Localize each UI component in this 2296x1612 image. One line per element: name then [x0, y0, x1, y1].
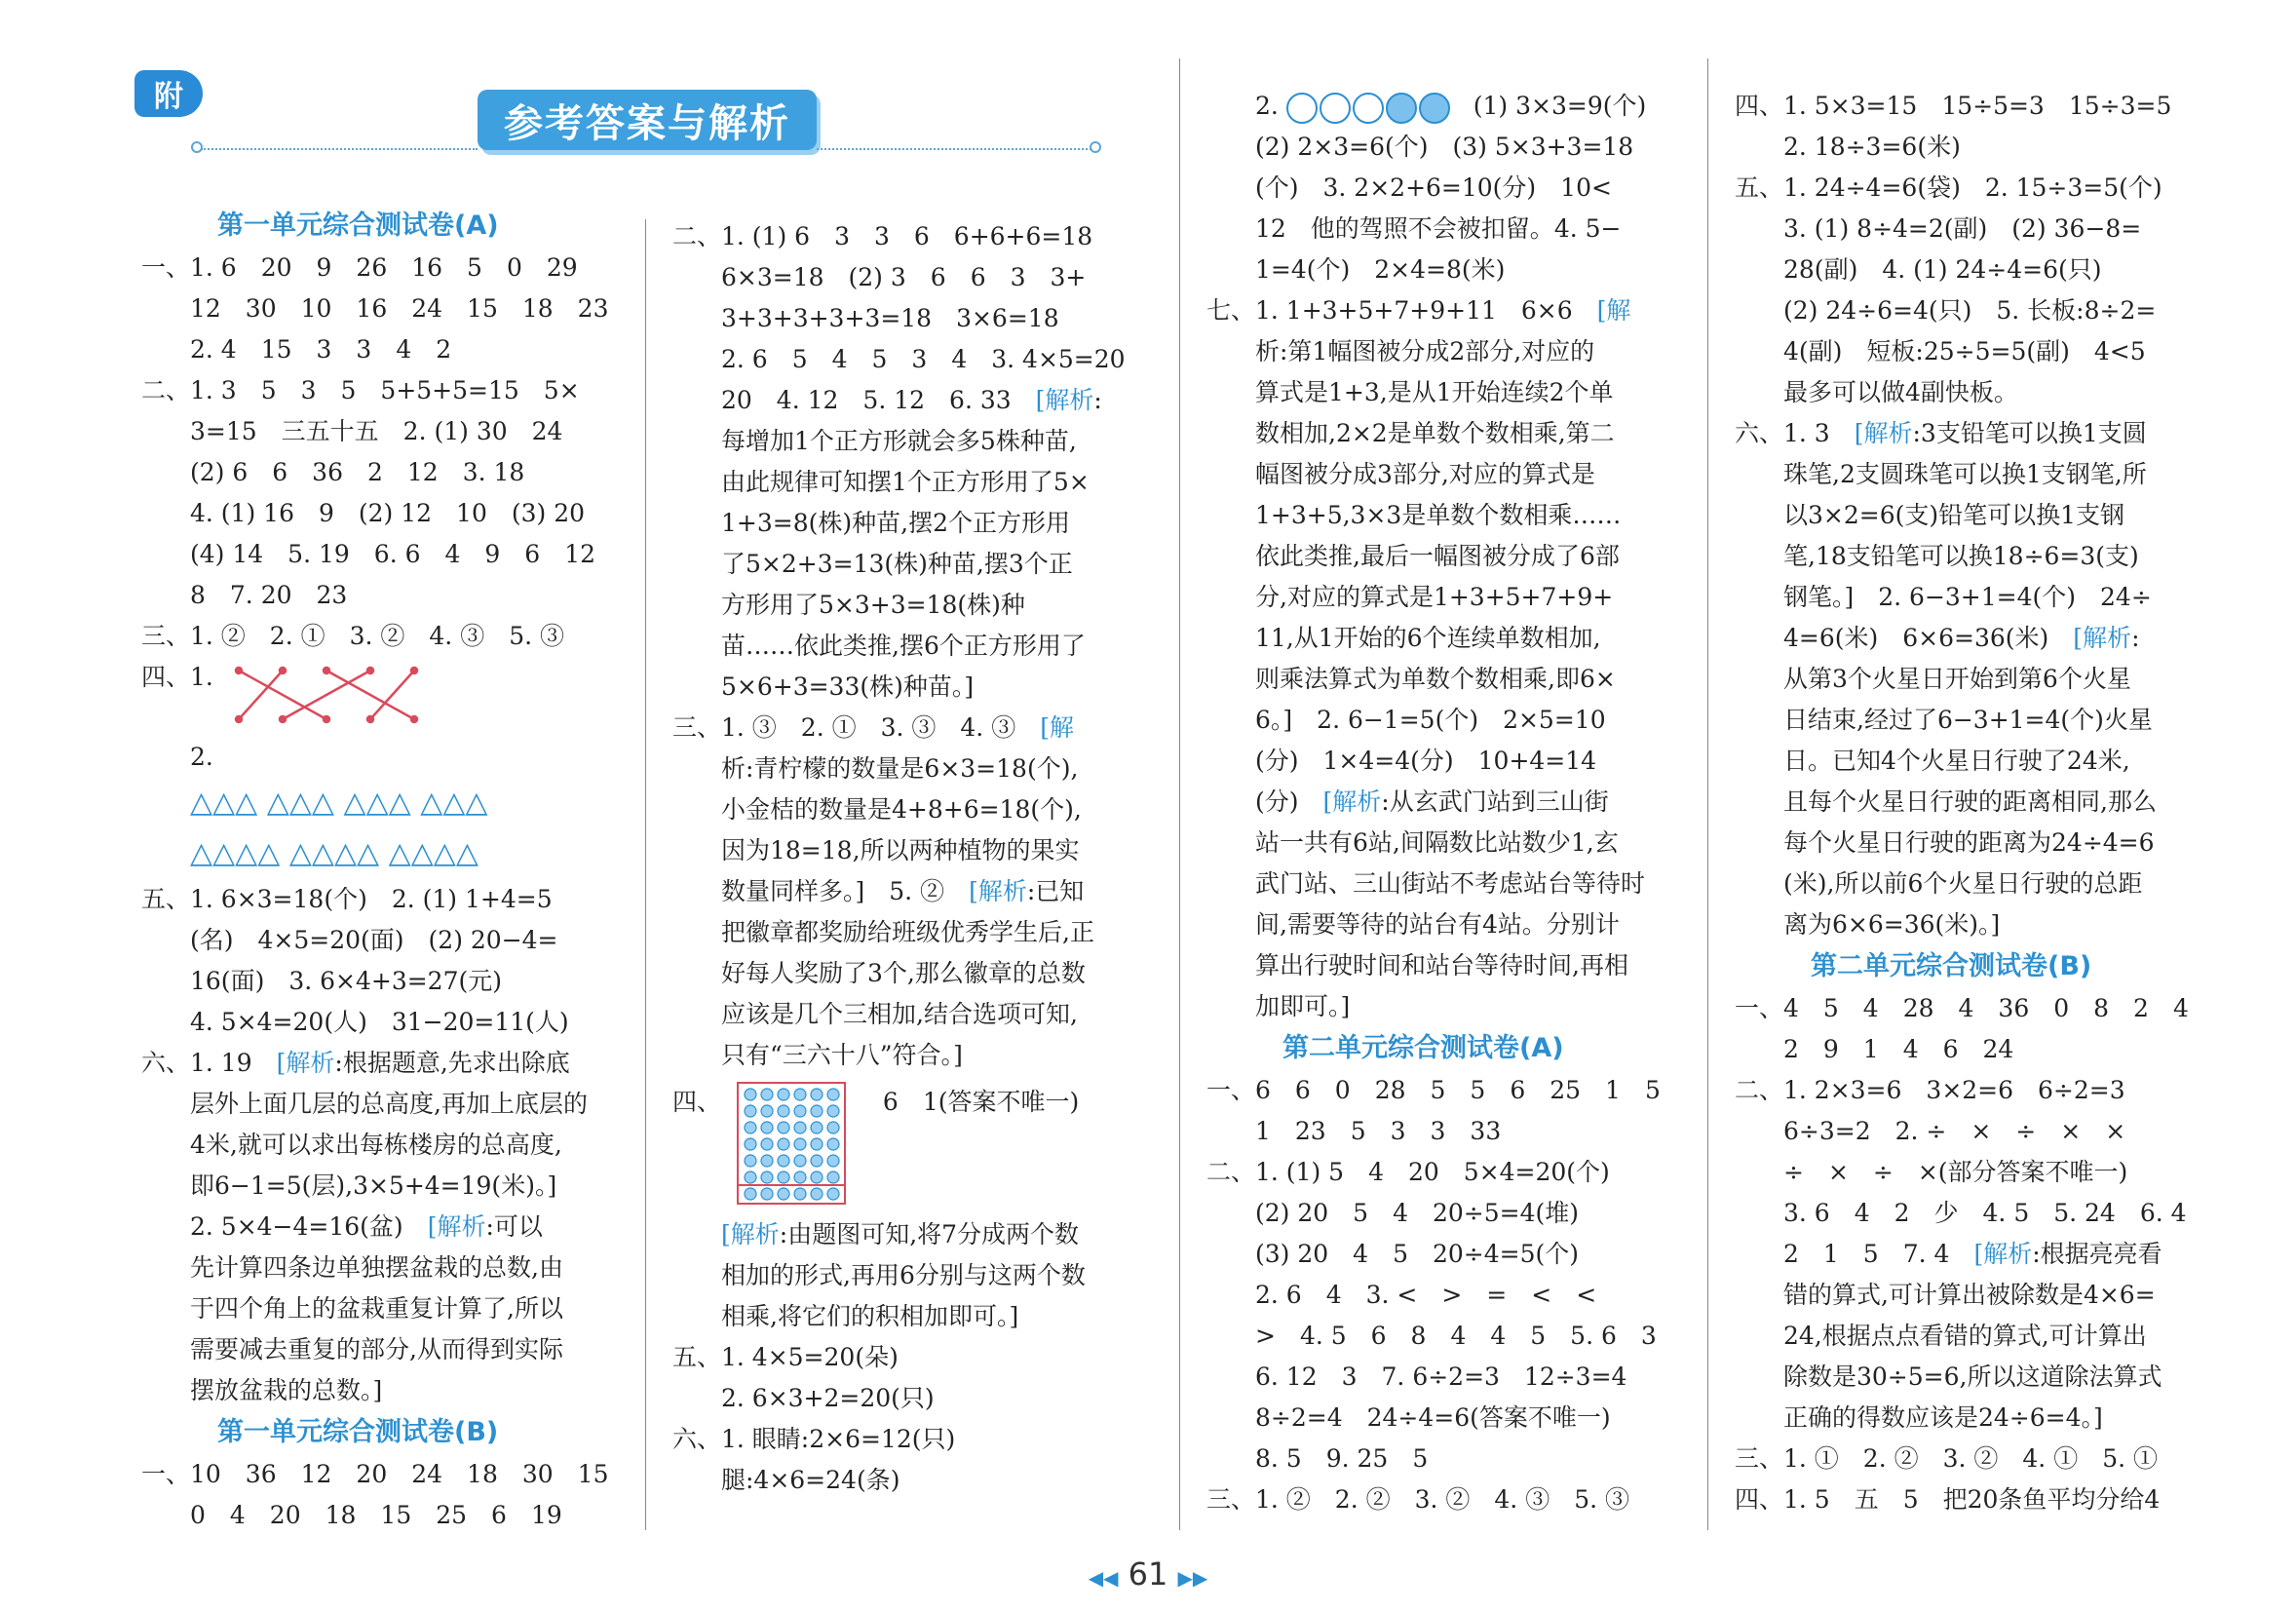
answer-line: 2. 6 4 3. < > = < < [1206, 1281, 1597, 1309]
section-title-unit2-a: 第二单元综合测试卷(A) [1282, 1033, 1564, 1063]
answer-line: 一、1. 6 20 9 26 16 5 0 29 [141, 253, 578, 282]
prev-arrows-icon: ◀◀ [1088, 1566, 1119, 1590]
title-line-right [817, 148, 1091, 150]
answer-line: 6. 12 3 7. 6÷2=3 12÷3=4 [1206, 1363, 1627, 1391]
answer-line: 日结束,经过了6−3+1=4(个)火星 [1735, 706, 2153, 734]
answer-line: 加即可。] [1206, 992, 1351, 1020]
answer-line: 二、1. (1) 6 3 3 6 6+6+6=18 [672, 222, 1093, 250]
answer-line: 错的算式,可计算出被除数是4×6= [1735, 1281, 2156, 1309]
answer-line: 2. 5×4−4=16(盆) [解析:可以 [141, 1212, 543, 1241]
smiley-icon [1286, 93, 1318, 124]
smiley-filled-icon [1386, 93, 1417, 124]
answer-line: 需要减去重复的部分,从而得到实际 [141, 1335, 563, 1363]
answer-line: 算式是1+3,是从1开始连续2个单 [1206, 378, 1614, 406]
answer-line: 武门站、三山街站不考虑站台等待时 [1206, 869, 1646, 898]
section-title-unit2-b: 第二单元综合测试卷(B) [1811, 951, 2092, 981]
answer-text: (1) 3×3=9(个) [1473, 92, 1647, 120]
answer-line: 5×6+3=33(株)种苗。] [672, 672, 975, 701]
section-title-unit1-b: 第一单元综合测试卷(B) [217, 1417, 499, 1447]
answer-line: 四、1. [141, 663, 213, 691]
answer-line: 先计算四条边单独摆盆栽的总数,由 [141, 1253, 563, 1282]
triangle-row-2: △△△△ △△△△ △△△△ [190, 836, 478, 870]
page-number: 61 [1128, 1555, 1168, 1593]
answer-line: (2) 24÷6=4(只) 5. 长板:8÷2= [1735, 296, 2157, 325]
page-footer [0, 1555, 2296, 1593]
answer-line: 1+3+5,3×3是单数个数相乘…… [1206, 501, 1622, 529]
answer-line: 算出行驶时间和站台等待时间,再相 [1206, 951, 1628, 979]
answer-line: 间,需要等待的站台有4站。分别计 [1206, 910, 1620, 939]
answer-line: 从第3个火星日开始到第6个火星 [1735, 665, 2131, 693]
answer-line: 正确的得数应该是24÷6=4。] [1735, 1403, 2103, 1432]
answer-line: 则乘法算式为单数个数相乘,即6× [1206, 665, 1616, 693]
answer-line: 相加的形式,再用6分别与这两个数 [672, 1261, 1086, 1289]
answer-line: 日。已知4个火星日行驶了24米, [1735, 747, 2130, 775]
answer-line: 2. 6 5 4 5 3 4 3. 4×5=20 [672, 345, 1126, 373]
answer-line: 三、1. ② 2. ① 3. ② 4. ③ 5. ③ [141, 622, 564, 650]
answer-line: 钢笔。] 2. 6−3+1=4(个) 24÷ [1735, 583, 2152, 611]
answer-line: 8. 5 9. 25 5 [1206, 1444, 1429, 1473]
answer-line: 分,对应的算式是1+3+5+7+9+ [1206, 583, 1614, 611]
triangle-row-1: △△△ △△△ △△△ △△△ [190, 786, 488, 820]
answer-line: 4(副) 短板:25÷5=5(副) 4<5 [1735, 337, 2146, 365]
answer-line: 四、1. 5 五 5 把20条鱼平均分给4 [1735, 1485, 2161, 1514]
answer-line: 了5×2+3=13(株)种苗,摆3个正 [672, 550, 1073, 578]
answer-line: [解析:由题图可知,将7分成两个数 [721, 1220, 1080, 1248]
column-1 [141, 205, 629, 1536]
answer-line: 且每个火星日行驶的距离相同,那么 [1735, 787, 2157, 816]
answer-line: 11,从1开始的6个连续单数相加, [1206, 624, 1601, 652]
next-arrows-icon: ▶▶ [1177, 1566, 1208, 1590]
answer-line: 由此规律可知摆1个正方形用了5× [672, 468, 1090, 496]
col1-lines-2 [141, 879, 629, 1411]
answer-line: (分) [解析:从玄武门站到三山街 [1206, 787, 1609, 816]
answer-line: 2. [141, 743, 213, 771]
smiley-filled-icon [1419, 93, 1450, 124]
answer-line: 28(副) 4. (1) 24÷4=6(只) [1735, 255, 2102, 284]
answer-line: 三、1. ① 2. ② 3. ② 4. ① 5. ① [1735, 1444, 2158, 1473]
answer-line [1206, 86, 1694, 127]
answer-line: 只有“三六十八”符合。] [672, 1041, 963, 1069]
answer-line: 层外上面几层的总高度,再加上底层的 [141, 1090, 588, 1118]
smiley-icon [1353, 93, 1384, 124]
answer-line: 6×3=18 (2) 3 6 6 3 3+ [672, 263, 1087, 291]
answer-line: 1 23 5 3 3 33 [1206, 1117, 1502, 1145]
answer-line: 笔,18支铅笔可以换18÷6=3(支) [1735, 542, 2139, 570]
answer-line: 幅图被分成3部分,对应的算式是 [1206, 460, 1595, 488]
answer-line: 腿:4×6=24(条) [672, 1466, 900, 1494]
column-divider-1 [645, 219, 646, 1530]
answer-line: 0 4 20 18 15 25 6 19 [141, 1501, 562, 1529]
answer-text: 6 1(答案不唯一) [882, 1088, 1080, 1116]
answer-line: 3. (1) 8÷4=2(副) (2) 36−8= [1735, 214, 2142, 243]
answer-line: (名) 4×5=20(面) (2) 20−4= [141, 926, 558, 954]
answer-line: 苗……依此类推,摆6个正方形用了 [672, 632, 1086, 660]
appendix-tag: 附 [134, 70, 203, 117]
page-title: 参考答案与解析 [478, 90, 817, 150]
dot-grid-figure [737, 1082, 846, 1205]
column-4 [1735, 86, 2222, 1520]
answer-line: 24,根据点点看错的算式,可计算出 [1735, 1322, 2147, 1350]
section-title-unit1-a: 第一单元综合测试卷(A) [217, 211, 499, 241]
answer-line: 4米,就可以求出每栋楼房的总高度, [141, 1131, 562, 1159]
answer-line: 2. 6×3+2=20(只) [672, 1384, 935, 1412]
col3-lines-a [1206, 127, 1694, 290]
answer-line: 8÷2=4 24÷4=6(答案不唯一) [1206, 1403, 1611, 1432]
answer-line: 二、1. 3 5 3 5 5+5+5=15 5× [141, 376, 580, 404]
answer-line: 五、1. 6×3=18(个) 2. (1) 1+4=5 [141, 885, 553, 913]
column-3 [1206, 86, 1694, 1520]
answer-line: 因为18=18,所以两种植物的果实 [672, 836, 1080, 864]
column-divider-2 [1179, 58, 1180, 1530]
answer-line: (3) 20 4 5 20÷4=5(个) [1206, 1240, 1580, 1268]
answer-line: 最多可以做4副快板。 [1735, 378, 2018, 406]
answer-line: (2) 6 6 36 2 12 3. 18 [141, 458, 525, 486]
answer-line: 相乘,将它们的积相加即可。] [672, 1302, 1019, 1330]
answer-line: 一、6 6 0 28 5 5 6 25 1 5 [1206, 1076, 1661, 1104]
answer-line: 1+3=8(株)种苗,摆2个正方形用 [672, 509, 1070, 537]
answer-line: 2 9 1 4 6 24 [1735, 1035, 2014, 1063]
answer-line: 12 30 10 16 24 15 18 23 [141, 294, 609, 323]
answer-line: 3+3+3+3+3=18 3×6=18 [672, 304, 1059, 332]
answer-line: 一、10 36 12 20 24 18 30 15 [141, 1460, 609, 1488]
answer-line: 七、1. 1+3+5+7+9+11 6×6 [解 [1206, 296, 1631, 325]
answer-line: 二、1. (1) 5 4 20 5×4=20(个) [1206, 1158, 1610, 1186]
answer-line: 六、1. 眼睛:2×6=12(只) [672, 1425, 956, 1453]
answer-line: 六、1. 19 [解析:根据题意,先求出除底 [141, 1049, 570, 1077]
answer-line: (个) 3. 2×2+6=10(分) 10< [1255, 173, 1612, 202]
answer-line: 摆放盆栽的总数。] [141, 1376, 383, 1404]
matching-lines-figure [141, 698, 629, 776]
answer-line: 3=15 三五十五 2. (1) 30 24 [141, 417, 563, 445]
answer-line: 析:第1幅图被分成2部分,对应的 [1206, 337, 1595, 365]
answer-line: 20 4. 12 5. 12 6. 33 [解析: [672, 386, 1102, 414]
answer-label: 四、 [672, 1088, 722, 1116]
answer-line: 于四个角上的盆栽重复计算了,所以 [141, 1294, 563, 1323]
answer-line: 离为6×6=36(米)。] [1735, 910, 2001, 939]
answer-line: 6。] 2. 6−1=5(个) 2×5=10 [1206, 706, 1606, 734]
answer-line: 站一共有6站,间隔数比站数少1,玄 [1206, 828, 1619, 857]
answer-line: 珠笔,2支圆珠笔可以换1支钢笔,所 [1735, 460, 2147, 488]
answer-line: 五、1. 24÷4=6(袋) 2. 15÷3=5(个) [1735, 173, 2162, 202]
answer-line: 五、1. 4×5=20(朵) [672, 1343, 899, 1371]
answer-line: 方形用了5×3+3=18(株)种 [672, 591, 1025, 619]
answer-line: 6÷3=2 2. ÷ × ÷ × × [1735, 1117, 2126, 1145]
answer-line: 把徽章都奖励给班级优秀学生后,正 [672, 918, 1094, 946]
answer-line: 4. 5×4=20(人) 31−20=11(人) [141, 1008, 569, 1036]
answer-line: (4) 14 5. 19 6. 6 4 9 6 12 [141, 540, 596, 568]
answer-label: 2. [1255, 92, 1279, 120]
answer-line: 数量同样多。] 5. ② [解析:已知 [672, 877, 1085, 905]
answer-line: (分) 1×4=4(分) 10+4=14 [1206, 747, 1597, 775]
answer-line: 1=4(个) 2×4=8(米) [1255, 255, 1506, 284]
col1-lines [141, 248, 629, 698]
answer-line: 3. 6 4 2 少 4. 5 5. 24 6. 4 [1735, 1199, 2187, 1227]
answer-line: 以3×2=6(支)铅笔可以换1支钢 [1735, 501, 2125, 529]
column-divider-3 [1707, 58, 1708, 1530]
answer-line: 二、1. 2×3=6 3×2=6 6÷2=3 [1735, 1076, 2125, 1104]
answer-line: ÷ × ÷ ×(部分答案不唯一) [1735, 1158, 2128, 1186]
answer-line: 四、1. 5×3=15 15÷5=3 15÷3=5 [1735, 92, 2172, 120]
answer-line: 2 1 5 7. 4 [解析:根据亮亮看 [1735, 1240, 2162, 1268]
title-line-dot-left [191, 141, 203, 153]
answer-line: (2) 20 5 4 20÷5=4(堆) [1206, 1199, 1580, 1227]
answer-line: 4=6(米) 6×6=36(米) [解析: [1735, 624, 2140, 652]
answer-line: 小金桔的数量是4+8+6=18(个), [672, 795, 1082, 824]
answer-line: 即6−1=5(层),3×5+4=19(米)。] [141, 1171, 557, 1200]
answer-line: 一、4 5 4 28 4 36 0 8 2 4 [1735, 994, 2189, 1022]
answer-line: 每个火星日行驶的距离为24÷4=6 [1735, 828, 2155, 857]
column-2 [672, 216, 1160, 1501]
answer-line: 除数是30÷5=6,所以这道除法算式 [1735, 1363, 2162, 1391]
title-line-dot-right [1090, 141, 1101, 153]
answer-line: 12 他的驾照不会被扣留。4. 5− [1255, 214, 1622, 243]
q4-row [672, 1082, 1160, 1214]
answer-line: 好每人奖励了3个,那么徽章的总数 [672, 959, 1086, 987]
title-line-left [201, 148, 478, 150]
answer-line: 16(面) 3. 6×4+3=27(元) [141, 967, 502, 995]
answer-line: 2. 18÷3=6(米) [1735, 133, 1961, 161]
answer-line: 依此类推,最后一幅图被分成了6部 [1206, 542, 1620, 570]
answer-line: 4. (1) 16 9 (2) 12 10 (3) 20 [141, 499, 586, 527]
answer-line: 数相加,2×2是单数个数相乘,第二 [1206, 419, 1615, 447]
answer-line: > 4. 5 6 8 4 4 5 5. 6 3 [1206, 1322, 1657, 1350]
answer-line: 8 7. 20 23 [141, 581, 348, 609]
answer-line: 析:青柠檬的数量是6×3=18(个), [672, 754, 1079, 783]
answer-line: (2) 2×3=6(个) (3) 5×3+3=18 [1255, 133, 1634, 161]
answer-line: 应该是几个三相加,结合选项可知, [672, 1000, 1078, 1028]
answer-line: 六、1. 3 [解析:3支铅笔可以换1支圆 [1735, 419, 2147, 447]
answer-line: (米),所以前6个火星日行驶的总距 [1735, 869, 2143, 898]
answer-line: 三、1. ③ 2. ① 3. ③ 4. ③ [解 [672, 713, 1074, 742]
answer-line: 2. 4 15 3 3 4 2 [141, 335, 452, 364]
answer-line: 三、1. ② 2. ② 3. ② 4. ③ 5. ③ [1206, 1485, 1629, 1514]
answer-line: 每增加1个正方形就会多5株种苗, [672, 427, 1077, 455]
smiley-icon [1320, 93, 1351, 124]
